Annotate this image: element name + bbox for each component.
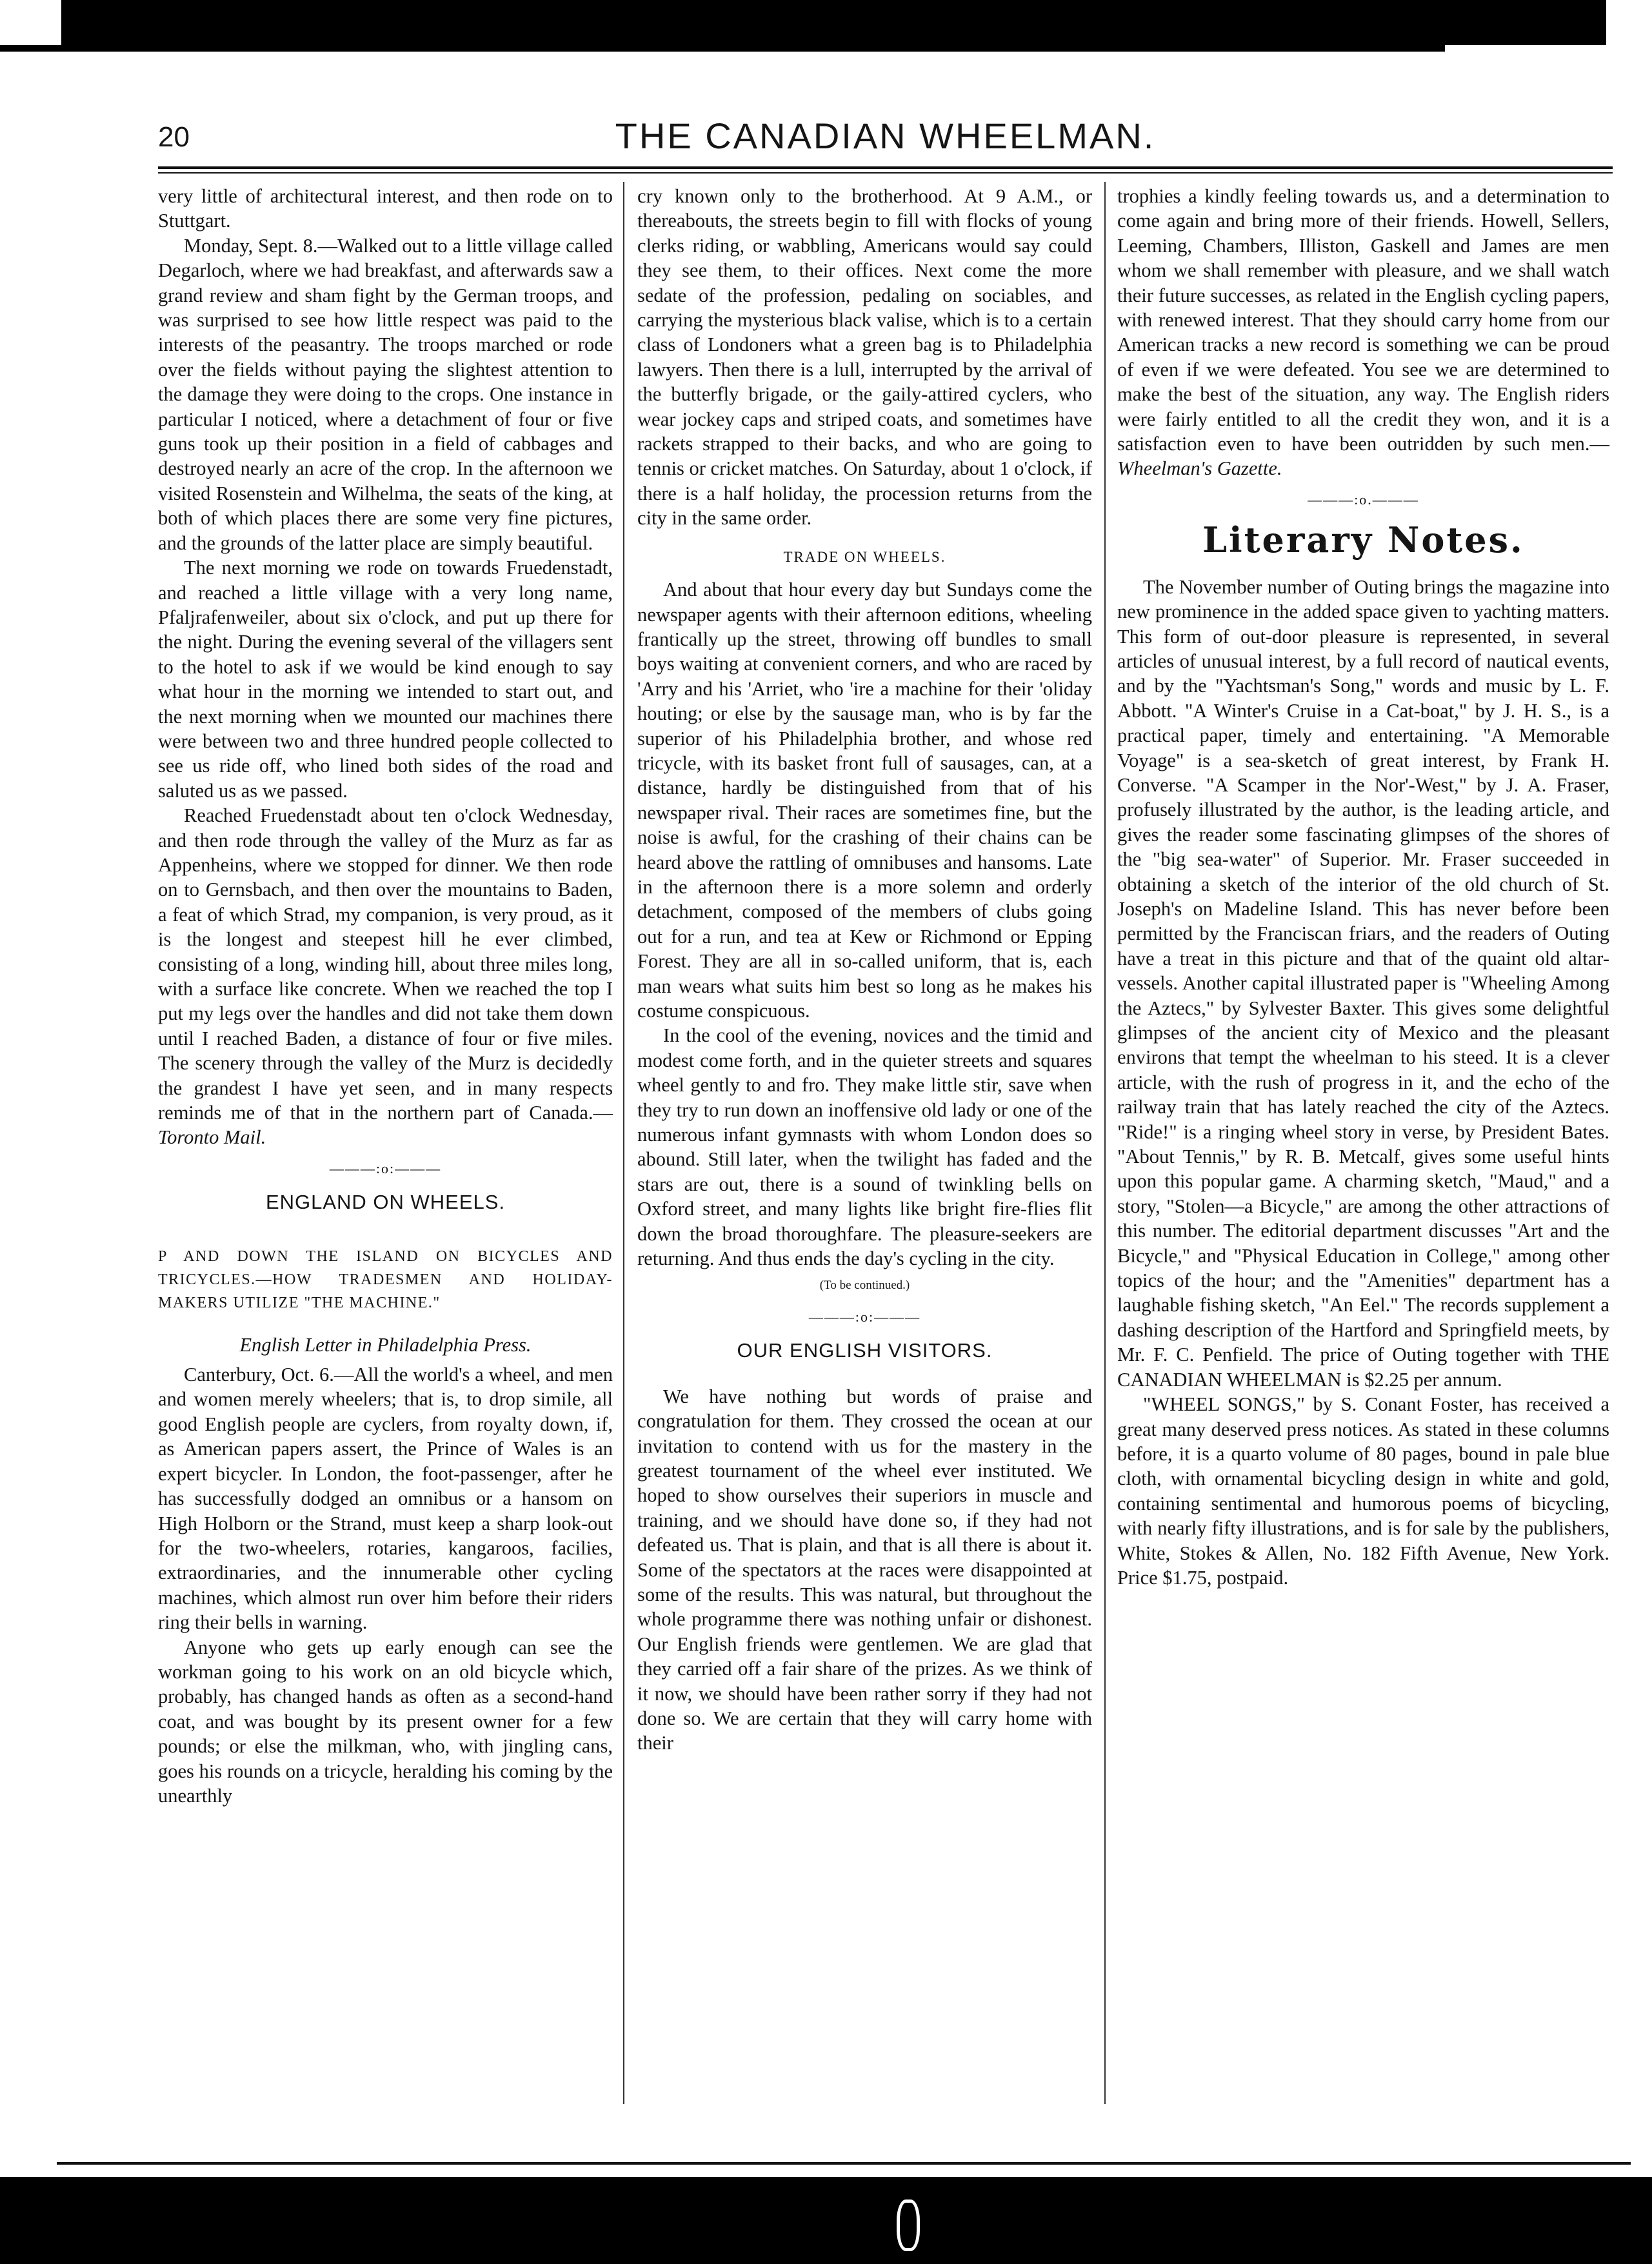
section-separator: ———:o.——— [1308,491,1419,508]
top-border-edge [0,45,1445,52]
page-header [158,115,1613,160]
ornament-icon [897,2199,920,2251]
section-separator: ———:o:——— [329,1160,442,1177]
column-divider-1 [623,182,624,2104]
continued-note: (To be continued.) [819,1278,910,1293]
bottom-border-edge [57,2162,1631,2165]
article-paragraph: Monday, Sept. 8.—Walked out to a little village called Degarloch, where we had breakfast, and afterwards saw a grand review and sham fight by the German troops, and was surprised to see how little respect was paid to the interests of the peasantry. The troops marched or rode over the fields without paying the slightest attention to the damage they were doing to the crops. One instance in particular I noticed, where a detachment of four or five guns took up their position in a field of cabbages and destroyed nearly an acre of the crop. In the afternoon we visited Rosenstein and Wilhelma, the seats of the king, at both of which places there are some very fine pictures, and the grounds of the latter place are simply beautiful. [158,234,613,554]
column-divider-2 [1104,182,1106,2104]
section-separator: ———:o:——— [808,1308,921,1325]
source-credit: Toronto Mail. [158,1126,266,1149]
article-paragraph: The November number of Outing brings the magazine into new prominence in the added space given to yachting matters. This form of out-door pleasure is represented, in several articles of unusual interest, by a full record of nautical events, and by the "Yachtsman's Song," words and music by L. F. Abbott. "A Winter's Cruise in a Cat-boat," by J. H. S., is a practical paper, timely and entertaining. "A Memorable Voyage" is a sea-sketch of great interest, by Frank H. Converse. "A Scamper in the Nor'-West," by J. A. Fraser, profusely illustrated by the author, is the leading article, and gives the reader some fascinating glimpses of the shores of the "big sea-water" of Superior. Mr. Fraser succeeded in obtaining a sketch of the interior of the old church of St. Joseph's on Madeline Island. This has never before been permitted by the Franciscan friars, and the readers of Outing have a treat in this picture and that of the quaint old altar-vessels. Another capital illustrated paper is "Wheeling Among the Aztecs," by Sylvester Baxter. This gives some delightful glimpses of the ancient city of Mexico and the pleasant environs that tempt the wheelman to his steed. It is a clever article, with the rush of progress in it, and the echo of the railway train that has lately reached the city of the Aztecs. "Ride!" is a ringing wheel story in verse, by President Bates. "About Tennis," by R. B. Metcalf, gives some useful hints upon this popular game. A charming sketch, "Maud," and a story, "Stolen—a Bicycle," are among the other attractions of this number. The editorial department discusses "Art and the Bicycle," and "Physical Education in College," among other topics of the hour; and the "Amenities" department has a laughable fishing sketch, "An Eel." The records supplement a dashing description of the Hartford and Springfield meets, by Mr. F. C. Penfield. The price of Outing together with THE CANADIAN WHEELMAN is $2.25 per annum. [1117,575,1609,1391]
column-2 [637,184,1092,1756]
article-paragraph [158,803,613,1150]
article-paragraph: We have nothing but words of praise and congratulation for them. They crossed the ocean at our invitation to contend with us for the mastery in the greatest tournament of the wheel ever instituted. We hoped to show ourselves their superiors in muscle and training, and we should have done so, if they had not defeated us. That is plain, and that is all there is about it. Some of the spectators at the races were disappointed at some of the results. This was natural, but throughout the whole programme there was nothing unfair or dishonest. Our English friends were gentlemen. We are glad that they carried off a fair share of the prizes. As we think of it now, we should have been rather sorry if they had not done so. We are certain that they will carry home with their [637,1385,1092,1754]
column-3 [1117,184,1609,1590]
article-heading: ENGLAND ON WHEELS. [265,1191,506,1214]
masthead-title: THE CANADIAN WHEELMAN. [615,115,1156,156]
top-border-band [61,0,1606,45]
article-paragraph: In the cool of the evening, novices and the timid and modest come forth, and in the quieter streets and squares wheel gently to and fro. They make little stir, save when they try to run down an inoffensive old lady or one of the numerous infant gymnasts with whom London does so abound. Still later, when the twilight has faded and the stars are out, there is a sound of twinkling bells on Oxford street, and many lights like bright fire-flies flit down the broad thoroughfare. The pleasure-seekers are returning. And thus ends the day's cycling in the city. [637,1024,1092,1270]
bottom-border-band [0,2177,1652,2264]
page-number: 20 [158,121,190,153]
paragraph-text: Reached Fruedenstadt about ten o'clock Wednesday, and then rode through the valley of the Murz as far as Appenheins, where we stopped for dinner. We then rode on to Gernsbach, and then over the mountains to Baden, a feat of which Strad, my companion, is very proud, as it is the longest and steepest hill he ever climbed, consisting of a long, winding hill, about three miles long, with a surface like concrete. When we reached the top I put my legs over the handles and did not take them down until I reached Baden, a distance of four or five miles. The scenery through the valley of the Murz is decidedly the grandest I have yet seen, and in many respects reminds me of that in the northern part of Canada.— [158,804,613,1124]
article-paragraph: very little of architectural interest, and then rode on to Stuttgart. [158,185,613,232]
header-rule-thin [158,172,1613,174]
article-byline: English Letter in Philadelphia Press. [239,1333,532,1356]
column-1 [158,184,613,1808]
article-paragraph: "WHEEL SONGS," by S. Conant Foster, has received a great many deserved press notices. As stated in these columns before, it is a quarto volume of 80 pages, bound in pale blue cloth, with ornamental bicycling design in white and gold, containing sentimental and humorous poems of bicycling, with nearly fifty illustrations, and is for sale by the publishers, White, Stokes & Allen, No. 182 Fifth Avenue, New York. Price $1.75, postpaid. [1117,1393,1609,1589]
article-paragraph: Canterbury, Oct. 6.—All the world's a wheel, and men and women merely wheelers; that is, to drop simile, all good English people are cyclers, from royalty down, if, as American papers assert, the Prince of Wales is an expert bicycler. In London, the foot-passenger, after he has successfully dodged an omnibus or a hansom on High Holborn or the Strand, must keep a sharp look-out for the two-wheelers, rotaries, kangaroos, facilies, extraordinaries, and the innumerable other cycling machines, which almost run over him before their riders ring their bells in warning. [158,1364,613,1634]
article-subheading: P AND DOWN THE ISLAND ON BICYCLES AND TRICYCLES.—HOW TRADESMEN AND HOLIDAY-MAKERS UTILIZE "THE MACHINE." [158,1247,613,1311]
article-paragraph [1117,184,1609,481]
article-paragraph: Anyone who gets up early enough can see the workman going to his work on an old bicycle which, probably, has changed hands as often as a second-hand coat, and was bought by its present owner for a few pounds; or else the milkman, who, with jingling cans, goes his rounds on a tricycle, heralding his coming by the unearthly [158,1636,613,1807]
article-heading: OUR ENGLISH VISITORS. [737,1339,993,1362]
article-paragraph: The next morning we rode on towards Fruedenstadt, and reached a little village with a very long name, Pfaljrafenweiler, about six o'clock, and put up there for the night. During the evening several of the villagers sent to the hotel to ask if we would be kind enough to say what hour in the morning we intended to start out, and the next morning when we mounted our machines there were between two and three hundred people collected to see us ride off, who lined both sides of the road and saluted us as we passed. [158,557,613,802]
article-paragraph: cry known only to the brotherhood. At 9 A.M., or thereabouts, the streets begin to fill with flocks of young clerks riding, or wabbling, Americans would say could they see them, to their offices. Next come the more sedate of the profession, pedaling on sociables, and carrying the mysterious black valise, which is to a certain class of Londoners what a green bag is to Philadelphia lawyers. Then there is a lull, interrupted by the arrival of the butterfly brigade, or the gaily-attired cyclers, who wear jockey caps and striped coats, and sometimes have rackets strapped to their backs, and who are going to tennis or cricket matches. On Saturday, about 1 o'clock, if there is a half holiday, the procession returns from the city in the same order. [637,185,1092,530]
source-credit: Wheelman's Gazette. [1117,457,1282,480]
section-heading-literary-notes: Literary Notes. [1202,519,1524,561]
header-rule [158,166,1613,169]
section-heading: TRADE ON WHEELS. [783,548,946,565]
paragraph-text: trophies a kindly feeling towards us, and a determination to come again and bring more of their friends. Howell, Sellers, Leeming, Chambers, Illiston, Gaskell and James are men whom we shall remember with pleasure, and we shall watch their future successes, as related in the English cycling papers, with renewed interest. That they should carry home from our American tracks a new record is something we can be proud of even if we were defeated. You see we are determined to make the best of the situation, any way. The English riders were fairly entitled to all the credit they won, and it is a satisfaction even to have been outridden by such men.— [1117,185,1609,455]
article-paragraph: And about that hour every day but Sundays come the newspaper agents with their afternoon editions, wheeling frantically up the street, throwing off bundles to small boys waiting at convenient corners, and who are raced by 'Arry and his 'Arriet, who 'ire a machine for their 'oliday houting; or else by the sausage man, who is by far the superior of his Philadelphia brother, and whose red tricycle, with its basket front full of sausages, can, at a distance, hardly be distinguished from that of his newspaper rival. Their races are sometimes fine, but the noise is awful, for the crashing of their chains can be heard above the rattling of omnibuses and hansoms. Late in the afternoon there is a more solemn and orderly detachment, composed of the members of clubs going out for a run, and tea at Kew or Richmond or Epping Forest. They are all in so-called uniform, that is, each man wears what suits him best so long as he makes his costume conspicuous. [637,579,1092,1022]
